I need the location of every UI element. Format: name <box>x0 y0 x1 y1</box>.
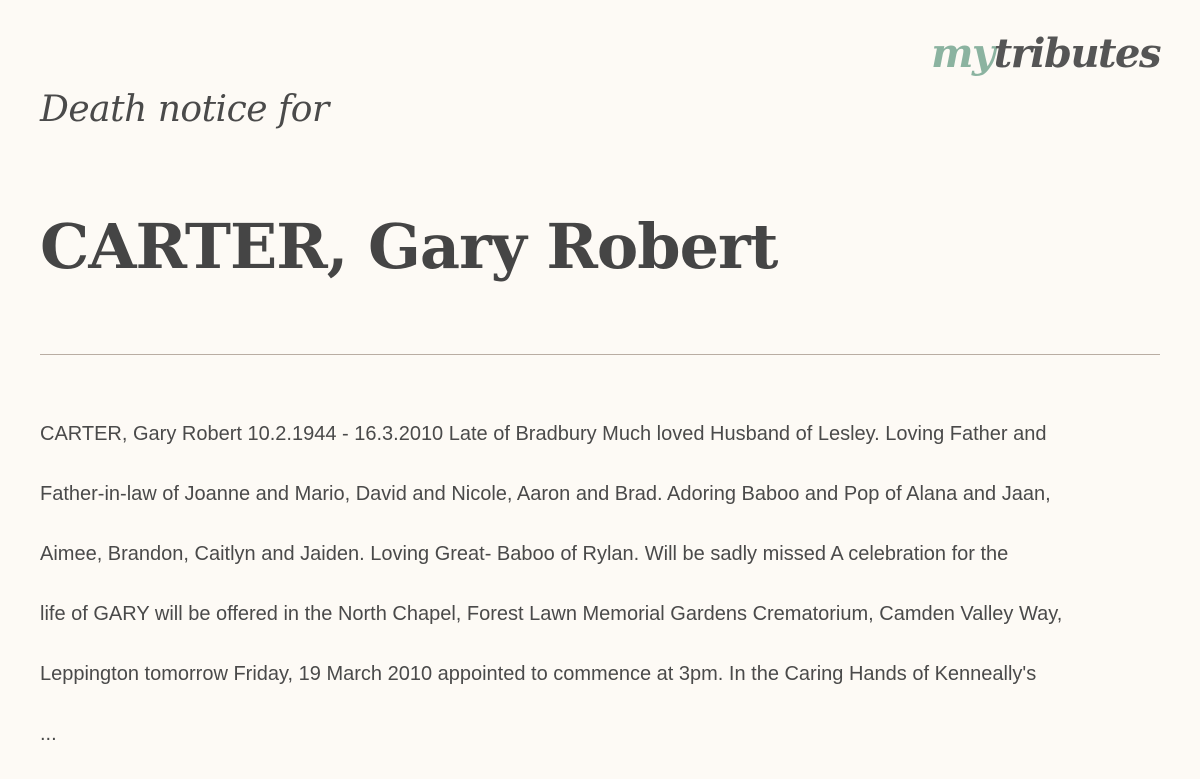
notice-line: Leppington tomorrow Friday, 19 March 2010 appointed to commence at 3pm. In the Caring Hands of Kenneally's <box>40 663 1037 685</box>
notice-line: Father-in-law of Joanne and Mario, David and Nicole, Aaron and Brad. Adoring Baboo and Pop of Alana and Jaan, <box>40 483 1051 505</box>
mytributes-logo[interactable] <box>931 30 1160 77</box>
notice-line: Aimee, Brandon, Caitlyn and Jaiden. Loving Great- Baboo of Rylan. Will be sadly missed A celebration for the <box>40 543 1009 565</box>
notice-ellipsis: ... <box>40 723 57 745</box>
logo-my-text: my <box>931 30 994 77</box>
notice-line: life of GARY will be offered in the North Chapel, Forest Lawn Memorial Gardens Crematorium, Camden Valley Way, <box>40 603 1063 625</box>
notice-line: CARTER, Gary Robert 10.2.1944 - 16.3.2010 Late of Bradbury Much loved Husband of Lesley. Loving Father and <box>40 423 1047 445</box>
logo-tributes-text: tributes <box>993 30 1160 77</box>
divider <box>40 354 1160 355</box>
notice-heading: Death notice for <box>40 89 329 130</box>
deceased-name: CARTER, Gary Robert <box>40 210 778 283</box>
notice-text <box>40 389 1180 779</box>
